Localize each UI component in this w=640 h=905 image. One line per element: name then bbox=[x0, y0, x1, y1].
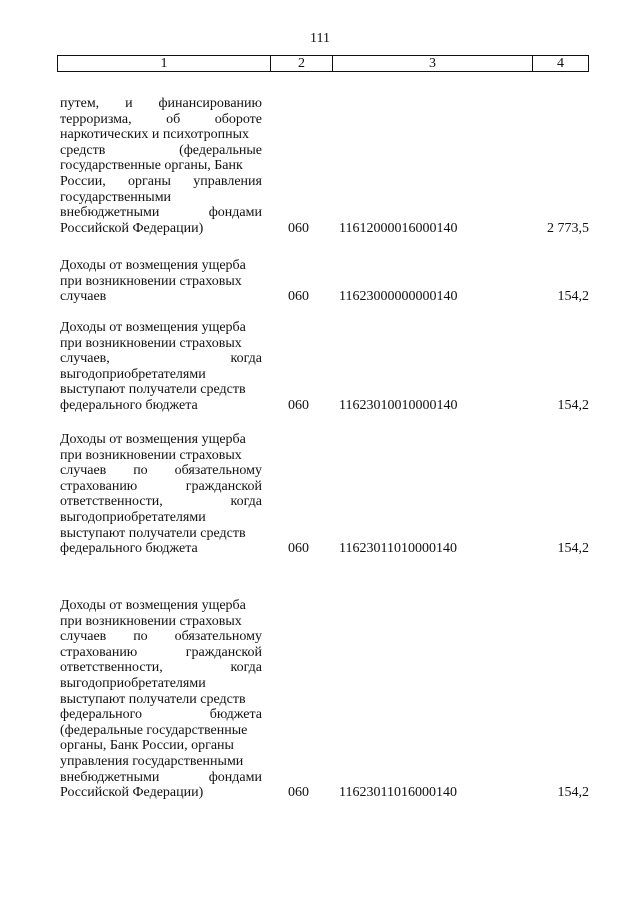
description-line bbox=[60, 367, 262, 383]
description-word: гражданской bbox=[185, 644, 262, 660]
description-word: (федеральные bbox=[179, 142, 262, 158]
description-line bbox=[60, 770, 262, 786]
description-word: и bbox=[125, 96, 133, 111]
description-word: внебюджетными bbox=[60, 205, 160, 221]
budget-classification-code: 11623010010000140 bbox=[339, 398, 458, 413]
description-word: случаев, bbox=[60, 351, 110, 367]
description-word: при возникновении страховых bbox=[60, 273, 242, 289]
description-word: органы, Банк России, органы bbox=[60, 738, 234, 754]
description-line bbox=[60, 289, 262, 305]
admin-code: 060 bbox=[288, 220, 309, 236]
row-description bbox=[60, 258, 262, 305]
description-word: Доходы от возмещения ущерба bbox=[60, 320, 246, 335]
description-word: Доходы от возмещения ущерба bbox=[60, 432, 246, 447]
header-col-1: 1 bbox=[58, 56, 271, 71]
description-word: Доходы от возмещения ущерба bbox=[60, 598, 246, 613]
amount: 154,2 bbox=[557, 785, 589, 801]
description-line bbox=[60, 510, 262, 526]
amount: 154,2 bbox=[557, 289, 589, 305]
description-word: выступают получатели средств bbox=[60, 691, 246, 707]
description-word: государственные органы, Банк bbox=[60, 158, 243, 174]
budget-classification-code: 11612000016000140 bbox=[339, 220, 458, 236]
description-line bbox=[60, 645, 262, 661]
description-word: по bbox=[133, 629, 148, 645]
amount: 154,2 bbox=[557, 398, 589, 413]
description-line bbox=[60, 158, 262, 174]
description-line bbox=[60, 127, 262, 143]
description-line bbox=[60, 320, 262, 336]
description-word: по bbox=[133, 463, 148, 479]
amount: 154,2 bbox=[557, 541, 589, 557]
budget-classification-code: 11623000000000140 bbox=[339, 289, 458, 305]
table-header bbox=[57, 55, 589, 72]
admin-code: 060 bbox=[288, 541, 309, 557]
description-word: фондами bbox=[208, 769, 262, 785]
description-line bbox=[60, 274, 262, 290]
description-line bbox=[60, 258, 262, 274]
description-line bbox=[60, 174, 262, 190]
description-word: финансированию bbox=[158, 96, 262, 111]
description-word: бюджета bbox=[209, 707, 262, 723]
description-word: наркотических и психотропных bbox=[60, 127, 249, 143]
description-line bbox=[60, 336, 262, 352]
description-line bbox=[60, 723, 262, 739]
description-word: при возникновении страховых bbox=[60, 447, 242, 463]
description-line bbox=[60, 785, 262, 801]
description-word: выгодоприобретателями bbox=[60, 366, 206, 382]
description-word: (федеральные государственные bbox=[60, 722, 248, 738]
description-word: управления государственными bbox=[60, 753, 244, 769]
description-line bbox=[60, 526, 262, 542]
description-word: путем, bbox=[60, 96, 100, 111]
amount: 2 773,5 bbox=[547, 220, 589, 236]
description-line bbox=[60, 448, 262, 464]
description-word: терроризма, bbox=[60, 111, 132, 127]
description-word: внебюджетными bbox=[60, 769, 160, 785]
page-number: 111 bbox=[310, 31, 330, 46]
admin-code: 060 bbox=[288, 785, 309, 801]
description-word: обязательному bbox=[174, 463, 262, 479]
description-word: при возникновении страховых bbox=[60, 613, 242, 629]
description-word: Российской Федерации) bbox=[60, 220, 204, 236]
description-line bbox=[60, 629, 262, 645]
admin-code: 060 bbox=[288, 398, 309, 413]
description-line bbox=[60, 494, 262, 510]
description-word: выгодоприобретателями bbox=[60, 509, 206, 525]
description-word: Доходы от возмещения ущерба bbox=[60, 258, 246, 273]
description-word: выступают получатели средств bbox=[60, 525, 246, 541]
description-line bbox=[60, 432, 262, 448]
description-line bbox=[60, 754, 262, 770]
table-row bbox=[60, 432, 589, 557]
description-line bbox=[60, 614, 262, 630]
description-line bbox=[60, 382, 262, 398]
description-line bbox=[60, 205, 262, 221]
description-word: России, bbox=[60, 173, 106, 189]
description-word: федерального бюджета bbox=[60, 397, 198, 413]
table-row bbox=[60, 258, 589, 305]
description-word: Российской Федерации) bbox=[60, 785, 204, 801]
description-word: когда bbox=[230, 351, 262, 367]
description-word: когда bbox=[230, 660, 262, 676]
description-line bbox=[60, 96, 262, 112]
description-word: федерального bbox=[60, 707, 143, 723]
description-word: страхованию bbox=[60, 644, 138, 660]
description-word: страхованию bbox=[60, 478, 138, 494]
row-description bbox=[60, 96, 262, 236]
description-word: обязательному bbox=[174, 629, 262, 645]
description-line bbox=[60, 707, 262, 723]
description-word: выгодоприобретателями bbox=[60, 675, 206, 691]
row-description bbox=[60, 432, 262, 557]
description-line bbox=[60, 143, 262, 159]
description-word: государственными bbox=[60, 189, 172, 205]
description-line bbox=[60, 660, 262, 676]
description-line bbox=[60, 463, 262, 479]
description-word: ответственности, bbox=[60, 660, 163, 676]
description-word: фондами bbox=[208, 205, 262, 221]
description-word: случаев bbox=[60, 629, 107, 645]
description-line bbox=[60, 221, 262, 237]
description-word: выступают получатели средств bbox=[60, 382, 246, 398]
description-word: органы bbox=[128, 173, 171, 189]
table-row bbox=[60, 598, 589, 801]
row-description bbox=[60, 320, 262, 414]
description-word: федерального бюджета bbox=[60, 541, 198, 557]
header-col-4: 4 bbox=[557, 56, 564, 71]
table-row bbox=[60, 96, 589, 236]
description-line bbox=[60, 692, 262, 708]
description-word: средств bbox=[60, 142, 106, 158]
description-line bbox=[60, 190, 262, 206]
description-line bbox=[60, 398, 262, 414]
description-word: гражданской bbox=[185, 478, 262, 494]
description-line bbox=[60, 598, 262, 614]
description-line bbox=[60, 112, 262, 128]
admin-code: 060 bbox=[288, 289, 309, 305]
row-description bbox=[60, 598, 262, 801]
description-word: управления bbox=[193, 173, 262, 189]
budget-classification-code: 11623011010000140 bbox=[339, 541, 457, 557]
description-line bbox=[60, 479, 262, 495]
description-line bbox=[60, 676, 262, 692]
description-word: обороте bbox=[214, 111, 262, 127]
description-line bbox=[60, 351, 262, 367]
description-word: когда bbox=[230, 494, 262, 510]
description-word: ответственности, bbox=[60, 494, 163, 510]
description-word: при возникновении страховых bbox=[60, 335, 242, 351]
budget-classification-code: 11623011016000140 bbox=[339, 785, 457, 801]
header-col-2: 2 bbox=[271, 56, 333, 71]
header-col-3: 3 bbox=[333, 56, 533, 71]
description-line bbox=[60, 541, 262, 557]
description-word: случаев bbox=[60, 463, 107, 479]
description-line bbox=[60, 738, 262, 754]
description-word: случаев bbox=[60, 289, 107, 305]
table-row bbox=[60, 320, 589, 414]
description-word: об bbox=[166, 111, 181, 127]
